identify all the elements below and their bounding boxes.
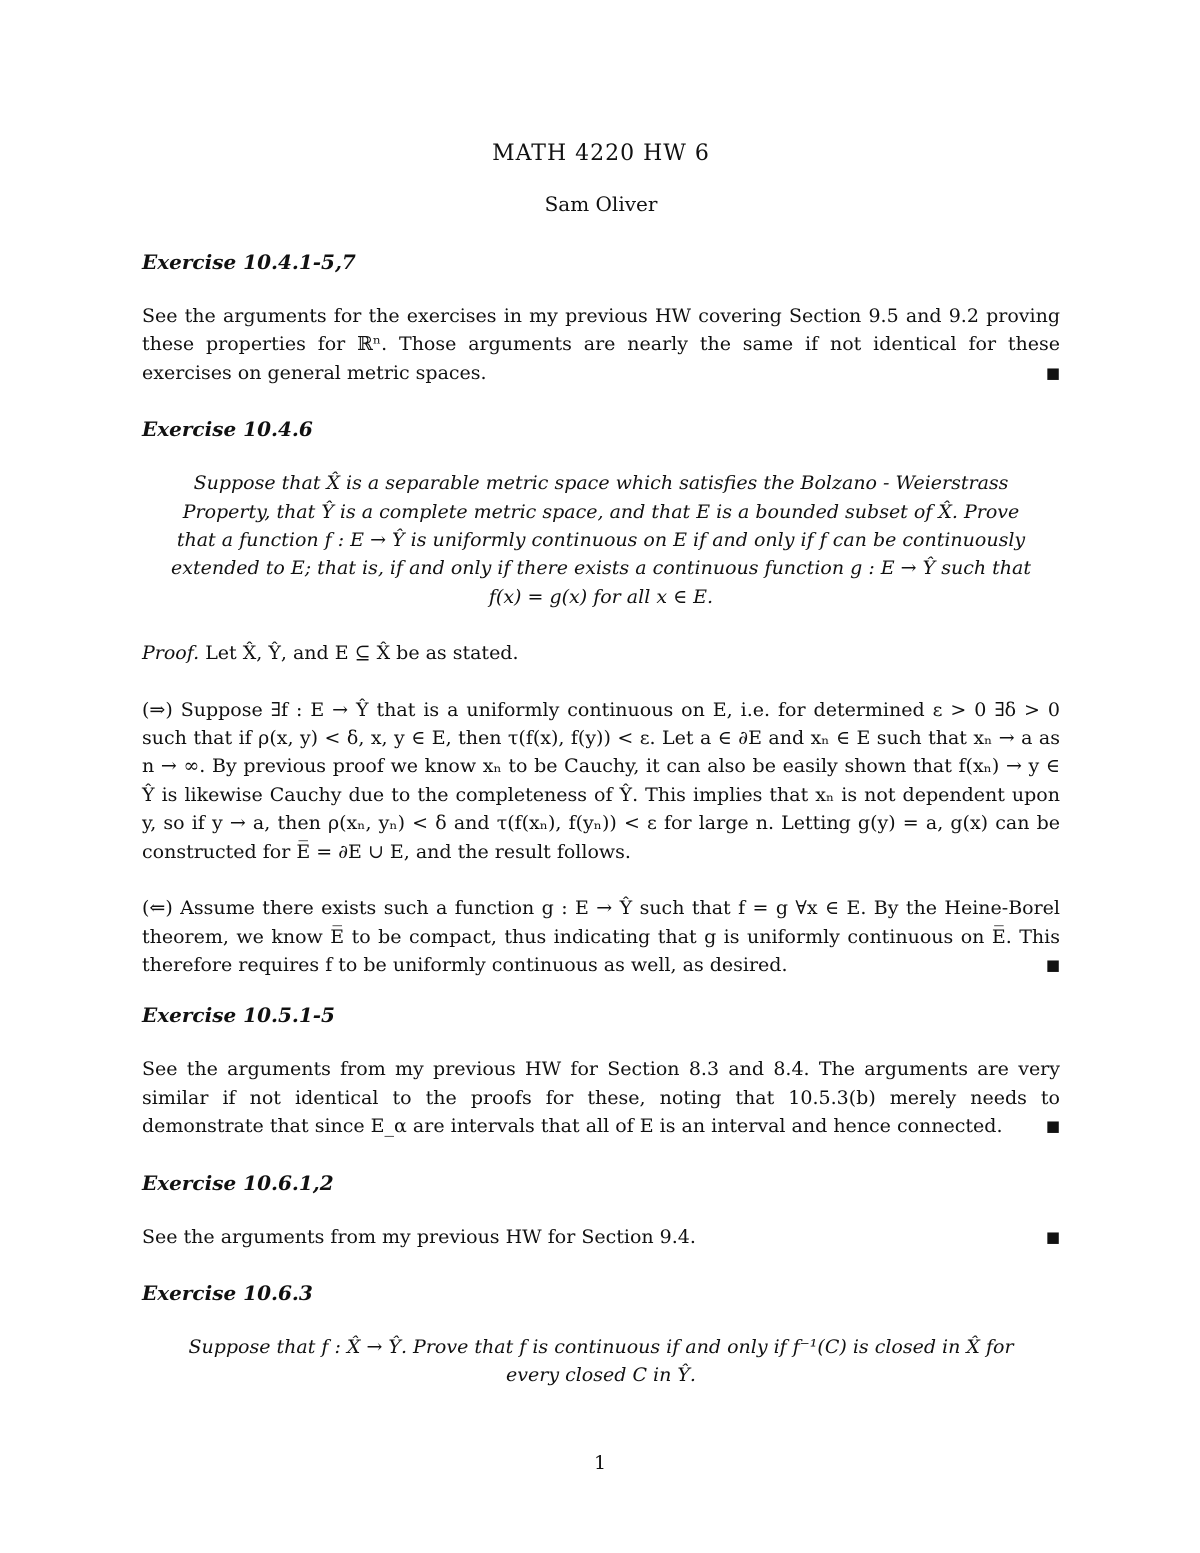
page-number: 1 (593, 1452, 607, 1474)
exercise-heading: Exercise 10.5.1-5 (142, 1003, 335, 1028)
qed-icon: ■ (1045, 363, 1060, 382)
proof-backward (142, 894, 1060, 979)
statement-line: Property, that Ŷ is a complete metric space, and that E is a bounded subset of X̂. Prove (182, 500, 1020, 523)
qed-icon: ■ (1045, 1117, 1060, 1136)
paragraph-text: See the arguments for the exercises in my previous HW covering Section 9.5 and 9.2 proving these properties for ℝⁿ. Those arguments are nearly the same if not identical for these exercises on general metric spaces. (142, 305, 1060, 384)
exercise-statement (142, 469, 1060, 611)
qed-icon: ■ (1045, 1227, 1060, 1246)
exercise-body (142, 1055, 1060, 1140)
exercise-statement (142, 1333, 1060, 1390)
paragraph-text: Let X̂, Ŷ, and E ⊆ X̂ be as stated. (205, 642, 519, 665)
statement-line: Suppose that X̂ is a separable metric space which satisfies the Bolzano - Weierstrass (193, 472, 1009, 495)
statement-line: extended to E; that is, if and only if there exists a continuous function g : E → Ŷ such that (171, 557, 1031, 580)
proof-forward (142, 696, 1060, 866)
paragraph-text: (⇒) Suppose ∃f : E → Ŷ that is a uniformly continuous on E, i.e. for determined ε > 0 ∃δ > 0 such that if ρ(x, y) < δ, x, y ∈ E, then τ(f(x), f(y)) < ε. Let a ∈ ∂E and xₙ ∈ E such that xₙ → a as n → ∞. By previous proof we know xₙ to be Cauchy, it can also be easily shown that f(xₙ) → y ∈ Ŷ is likewise Cauchy due to the completeness of Ŷ. This implies that xₙ is not dependent upon y, so if y → a, then ρ(xₙ, yₙ) < δ and τ(f(xₙ), f(yₙ)) < ε for large n. Letting g(y) = a, g(x) can be constructed for E̅ = ∂E ∪ E, and the result follows. (142, 698, 1060, 863)
exercise-heading: Exercise 10.6.3 (142, 1280, 313, 1305)
paragraph-text: (⇐) Assume there exists such a function g : E → Ŷ such that f = g ∀x ∈ E. By the Heine-Borel theorem, we know E̅ to be compact, thus indicating that g is uniformly continuous on E̅. This therefore requires f to be uniformly continuous as well, as desired. (142, 897, 1060, 976)
statement-line: f(x) = g(x) for all x ∈ E. (488, 585, 714, 608)
document-page (142, 140, 1060, 1418)
exercise-heading: Exercise 10.6.1,2 (142, 1170, 334, 1195)
statement-line: Suppose that f : X̂ → Ŷ. Prove that f is continuous if and only if f⁻¹(C) is closed in X̂ for (188, 1335, 1014, 1358)
paragraph-text: See the arguments from my previous HW for Section 8.3 and 8.4. The arguments are very similar if not identical to the proofs for these, noting that 10.5.3(b) merely needs to demonstrate that since E_α are intervals that all of E is an interval and hence connected. (142, 1058, 1060, 1138)
exercise-body (142, 1223, 1060, 1251)
proof-intro (142, 639, 1060, 667)
statement-line: every closed C in Ŷ. (506, 1364, 696, 1387)
exercise-body (142, 302, 1060, 387)
qed-icon: ■ (1045, 955, 1060, 974)
proof-label: Proof. (142, 642, 200, 665)
exercise-heading: Exercise 10.4.6 (142, 417, 313, 442)
exercise-heading: Exercise 10.4.1-5,7 (142, 250, 356, 274)
statement-line: that a function f : E → Ŷ is uniformly continuous on E if and only if f can be continuously (176, 529, 1026, 552)
paragraph-text: See the arguments from my previous HW for Section 9.4. (142, 1225, 696, 1248)
document-title: MATH 4220 HW 6 (492, 141, 710, 166)
author-name: Sam Oliver (544, 192, 658, 216)
